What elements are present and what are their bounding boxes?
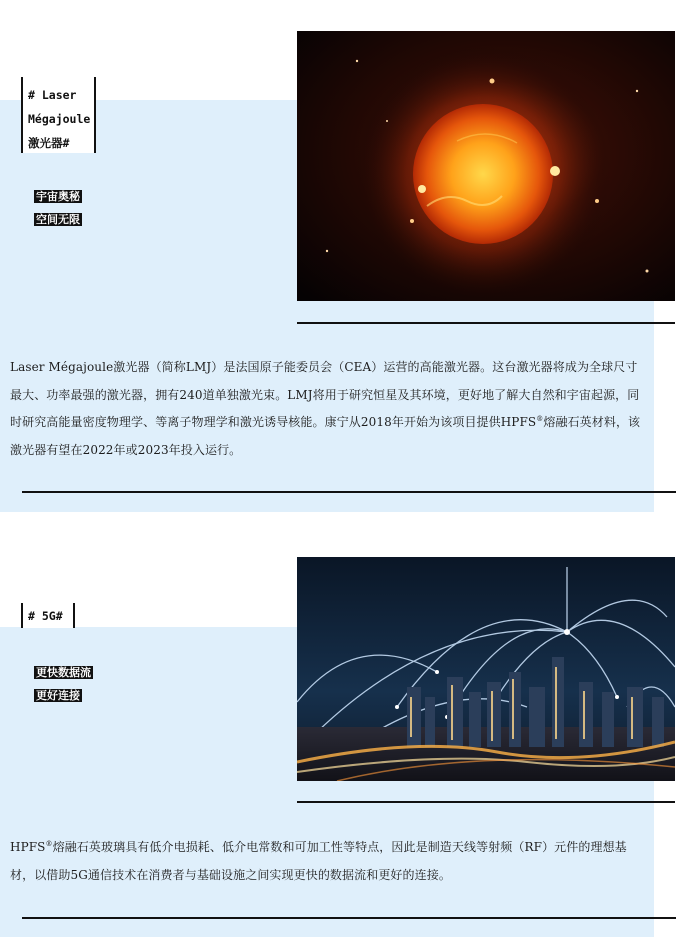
section2-paragraph: [10, 834, 648, 889]
section2-subtitle-line2: 更好连接: [36, 689, 80, 702]
section1-paragraph-part2: 熔融石英材料，该激光器有望在2022年或2023年投入运行。: [10, 415, 641, 457]
section2-tag: [21, 603, 75, 628]
section1-tag: [21, 77, 96, 153]
section1-tag-line3: 激光器#: [28, 136, 70, 150]
section1-rule-top: [297, 322, 675, 324]
section2-paragraph-part1: HPFS: [10, 840, 46, 854]
section2-tag-text: # 5G#: [28, 609, 63, 623]
section1-tag-line2: Mégajoule: [28, 112, 91, 126]
5g-city-photo-icon: [297, 557, 675, 781]
section1-paragraph: [10, 354, 648, 464]
section1-subtitle-line2: 空间无限: [36, 213, 80, 226]
section2-rule-bottom: [22, 917, 676, 919]
section1-paragraph-part1: Laser Mégajoule激光器（简称LMJ）是法国原子能委员会（CEA）运营的高能激光器。这台激光器将成为全球尺寸最大、功率最强的激光器，拥有240道单独激光束。LMJ将用于研究恒星及其环境，更好地了解大自然和宇宙起源，同时研究高能量密度物理学、等离子物理学和激光诱导核能。康宁从2018年开始为该项目提供HPFS: [10, 360, 640, 429]
registered-mark-2: ®: [45, 840, 53, 848]
section1-subtitle-line1: 宇宙奥秘: [36, 190, 80, 203]
sun-photo-icon: [297, 31, 675, 301]
section1-tag-line1: # Laser: [28, 88, 77, 102]
section2-paragraph-part2: 熔融石英玻璃具有低介电损耗、低介电常数和可加工性等特点，因此是制造天线等射频（RF）元件的理想基材，以借助5G通信技术在消费者与基础设施之间实现更快的数据流和更好的连接。: [10, 840, 627, 882]
sun-photo: [297, 31, 675, 301]
section2-rule-top: [297, 801, 675, 803]
section2-subtitle-line1: 更快数据流: [36, 666, 91, 679]
section2-subtitle: [34, 661, 93, 703]
section1-rule-bottom: [22, 491, 676, 493]
section1-subtitle: [34, 185, 82, 227]
registered-mark: ®: [536, 415, 544, 423]
5g-city-photo: [297, 557, 675, 781]
